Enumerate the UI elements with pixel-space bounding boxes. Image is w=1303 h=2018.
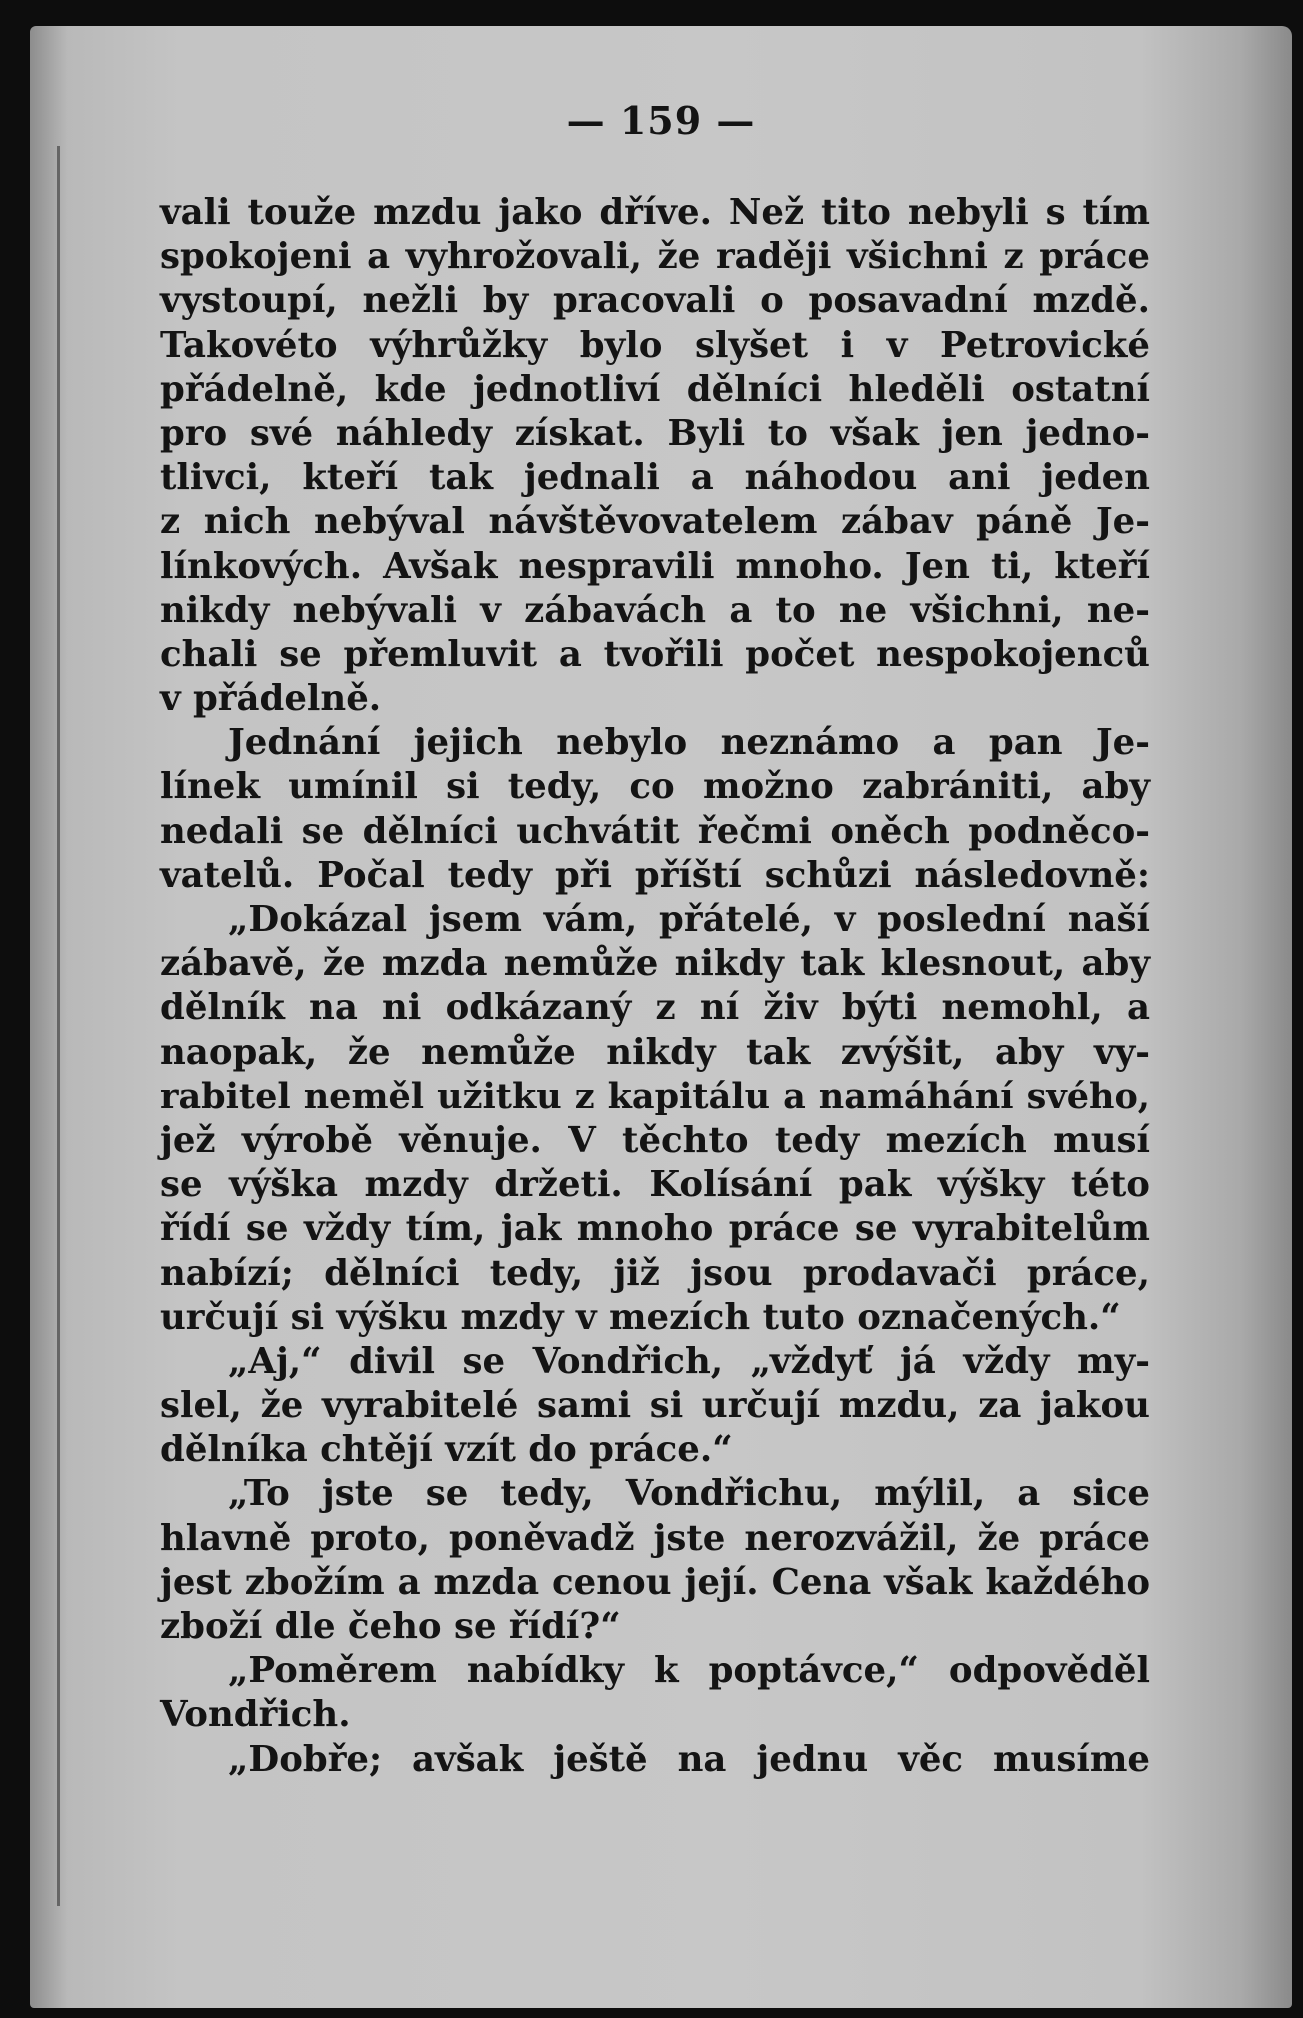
text-line: Jednání jejich nebylo neznámo a pan Je- (228, 722, 1150, 764)
text-line: jest zbožím a mzda cenou její. Cena však každého (160, 1561, 1150, 1603)
text-line: jež výrobě věnuje. V těchto tedy mezích musí (160, 1119, 1150, 1161)
text-line: vatelů. Počal tedy při příští schůzi následovně: (160, 854, 1150, 896)
text-line: „Dobře; avšak ještě na jednu věc musíme (228, 1738, 1150, 1780)
text-line: hlavně proto, poněvadž jste nerozvážil, že práce (160, 1517, 1150, 1559)
text-line: nabízí; dělníci tedy, již jsou prodavači práce, (160, 1252, 1150, 1294)
text-line: Vondřich. (160, 1694, 351, 1736)
text-line: „Dokázal jsem vám, přátelé, v poslední naší (228, 899, 1150, 940)
text-line: řídí se vždy tím, jak mnoho práce se vyrabitelům (160, 1208, 1150, 1250)
page-number: — 159 — (566, 98, 756, 143)
text-line: vali touže mzdu jako dříve. Než tito nebyli s tím (160, 192, 1150, 233)
text-line: naopak, že nemůže nikdy tak zvýšit, aby vy- (160, 1031, 1150, 1073)
text-line: Takovéto výhrůžky bylo slyšet i v Petrovické (160, 324, 1150, 366)
text-line: tlivci, kteří tak jednali a náhodou ani jeden (160, 457, 1150, 499)
text-line: dělníka chtějí vzít do práce.“ (160, 1429, 733, 1471)
text-line: rabitel neměl užitku z kapitálu a namáhání svého, (160, 1075, 1150, 1117)
text-line: se výška mzdy držeti. Kolísání pak výšky této (160, 1164, 1150, 1206)
text-line: línkových. Avšak nespravili mnoho. Jen ti, kteří (160, 545, 1150, 587)
text-line: zboží dle čeho se řídí?“ (160, 1606, 621, 1647)
text-line: „Aj,“ divil se Vondřich, „vždyť já vždy my- (228, 1340, 1150, 1382)
text-line: pro své náhledy získat. Byli to však jen jedno- (160, 412, 1150, 454)
text-line: určují si výšku mzdy v mezích tuto označených.“ (160, 1296, 1121, 1338)
text-line: z nich nebýval návštěvovatelem zábav páně Je- (160, 501, 1150, 543)
text-line: spokojeni a vyhrožovali, že raději všichni z práce (160, 236, 1150, 278)
text-line: slel, že vyrabitelé sami si určují mzdu, za jakou (160, 1385, 1150, 1427)
text-line: nedali se dělníci uchvátit řečmi oněch podněco- (160, 810, 1150, 852)
text-line: přádelně, kde jednotliví dělníci hleděli ostatní (160, 368, 1150, 410)
text-line: v přádelně. (160, 678, 382, 720)
page-edge-line (57, 146, 60, 1906)
text-line: línek umínil si tedy, co možno zabrániti, aby (160, 766, 1150, 808)
book-page (30, 26, 1292, 2008)
text-line: „To jste se tedy, Vondřichu, mýlil, a sice (228, 1473, 1150, 1515)
text-line: „Poměrem nabídky k poptávce,“ odpověděl (228, 1650, 1150, 1692)
body-text (160, 191, 1150, 1782)
text-line: dělník na ni odkázaný z ní živ býti nemohl, a (160, 987, 1150, 1029)
text-line: vystoupí, nežli by pracovali o posavadní mzdě. (160, 280, 1150, 322)
text-line: nikdy nebývali v zábavách a to ne všichni, ne- (160, 589, 1150, 631)
text-line: zábavě, že mzda nemůže nikdy tak klesnout, aby (160, 943, 1150, 985)
text-line: chali se přemluvit a tvořili počet nespokojenců (160, 633, 1150, 675)
